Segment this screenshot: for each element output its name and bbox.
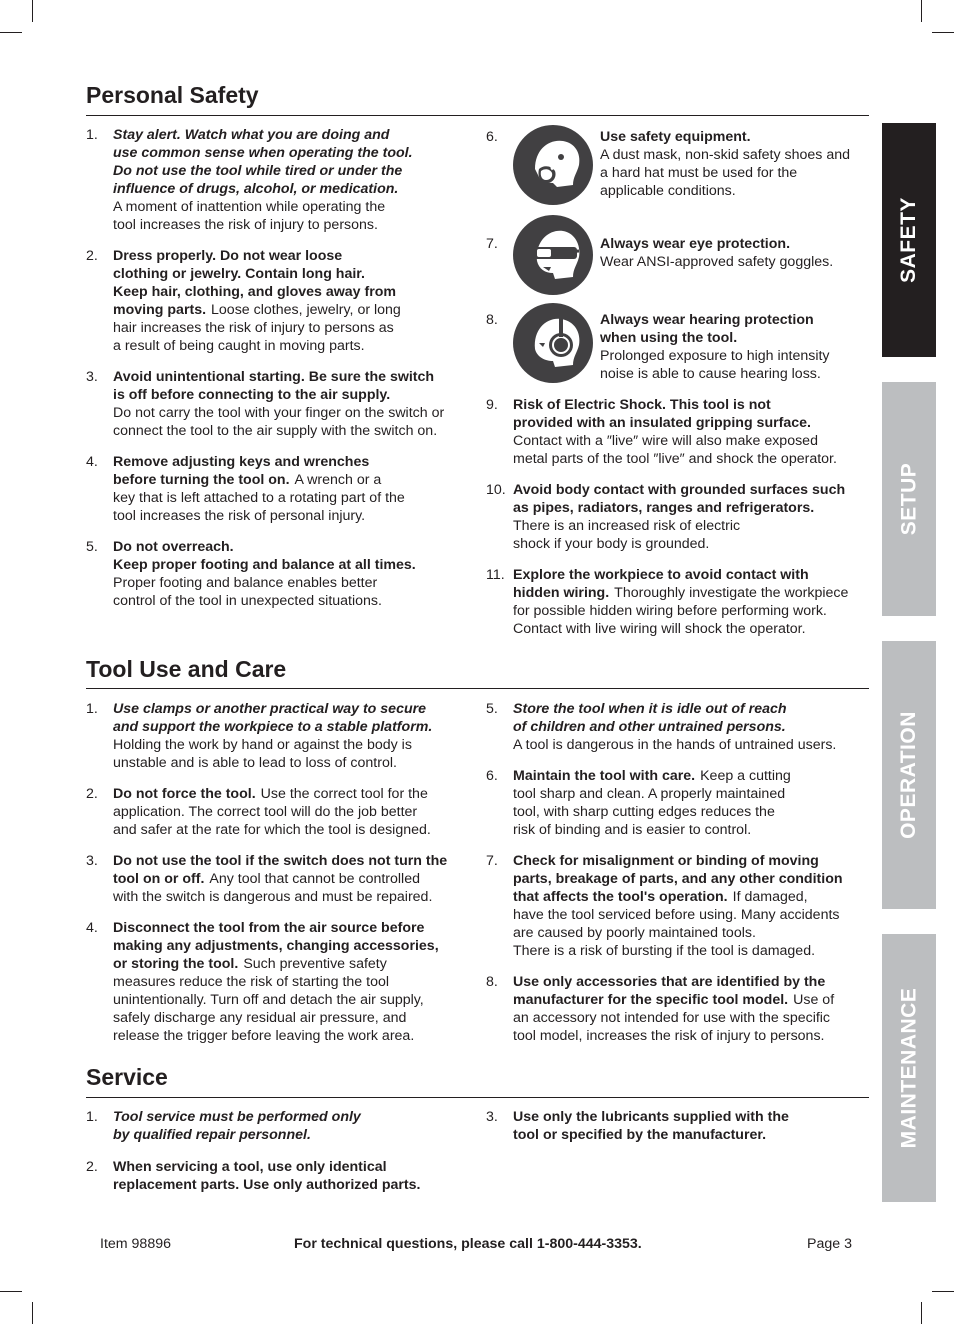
- item-number-text: Item 98896: [100, 1236, 171, 1252]
- page-number: Page 3: [807, 1236, 852, 1252]
- section-title-personal-safety: Personal Safety: [86, 82, 259, 108]
- tool-use-left-column: [86, 700, 471, 1058]
- item-heading: provided with an insulated gripping surface.: [513, 415, 811, 431]
- item-heading: Check for misalignment or binding of moving: [513, 853, 819, 869]
- list-item: [86, 852, 471, 906]
- item-line: [113, 180, 471, 198]
- item-text: [513, 396, 869, 468]
- item-body: safely discharge any residual air pressure, and: [113, 1010, 407, 1026]
- item-number: 8.: [486, 312, 498, 328]
- item-heading: when using the tool.: [600, 330, 738, 346]
- item-number: 7.: [486, 236, 498, 252]
- item-heading: Keep proper footing and balance at all times.: [113, 557, 416, 573]
- crop-mark: [932, 32, 954, 33]
- item-heading: Do not overreach.: [113, 539, 234, 555]
- item-body: tool sharp and clean. A properly maintained: [513, 786, 786, 802]
- item-text: [513, 481, 869, 553]
- item-body: Do not carry the tool with your finger on the switch or: [113, 405, 445, 421]
- item-number: 10.: [486, 482, 506, 498]
- item-heading: Remove adjusting keys and wrenches: [113, 454, 370, 470]
- list-item: [486, 481, 869, 553]
- item-line: [513, 767, 869, 785]
- item-body: unstable and is able to lead to loss of control.: [113, 755, 397, 771]
- list-item: [486, 973, 869, 1045]
- item-number: 4.: [86, 454, 98, 470]
- list-item: [86, 247, 471, 355]
- item-heading: Explore the workpiece to avoid contact with: [513, 567, 809, 583]
- list-item: [86, 538, 471, 610]
- item-text: [513, 1108, 869, 1144]
- item-number: 2.: [86, 248, 98, 264]
- list-item-hearing-protection: [486, 311, 869, 393]
- list-item: [486, 566, 869, 638]
- item-body: applicable conditions.: [600, 183, 736, 199]
- tool-use-right-column: [486, 700, 869, 1058]
- service-right-column: [486, 1108, 869, 1158]
- item-text: [113, 1158, 471, 1194]
- item-heading: Always wear hearing protection: [600, 312, 814, 328]
- item-text: [113, 247, 471, 355]
- item-heading: Stay alert. Watch what you are doing and: [113, 127, 390, 143]
- item-heading: moving parts.: [113, 302, 207, 318]
- item-text: [113, 852, 471, 906]
- item-body: Loose clothes, jewelry, or long: [211, 302, 401, 318]
- item-heading: Use only the lubricants supplied with the: [513, 1109, 789, 1125]
- item-number: 1.: [86, 1109, 98, 1125]
- item-heading: of children and other untrained persons.: [513, 719, 786, 735]
- crop-mark: [32, 1302, 33, 1324]
- item-heading: before turning the tool on.: [113, 472, 290, 488]
- list-item: [86, 1108, 471, 1144]
- item-heading: parts, breakage of parts, and any other condition: [513, 871, 843, 887]
- item-line: [513, 718, 869, 736]
- item-heading: manufacturer for the specific tool model.: [513, 992, 789, 1008]
- item-heading: or storing the tool.: [113, 956, 239, 972]
- list-item: [86, 700, 471, 772]
- list-item-use-safety-equipment: [486, 128, 869, 210]
- item-text: [513, 566, 869, 638]
- item-heading: tool or specified by the manufacturer.: [513, 1127, 767, 1143]
- section-divider: [86, 688, 869, 689]
- personal-safety-left-column: [86, 126, 471, 623]
- item-heading: Tool service must be performed only: [113, 1109, 361, 1125]
- support-phone-text: For technical questions, please call 1-800-444-3353.: [294, 1236, 642, 1252]
- item-line: [113, 718, 471, 736]
- tab-maintenance[interactable]: [882, 934, 936, 1202]
- item-body: an accessory not intended for use with the specific: [513, 1010, 831, 1026]
- tab-operation[interactable]: [882, 641, 936, 909]
- item-line: [113, 870, 471, 888]
- item-heading: making any adjustments, changing accessories,: [113, 938, 439, 954]
- item-body: and safer at the rate for which the tool is designed.: [113, 822, 431, 838]
- item-body: Any tool that cannot be controlled: [209, 871, 420, 887]
- list-item: [86, 368, 471, 440]
- item-line: [513, 584, 869, 602]
- item-text: [113, 919, 471, 1045]
- item-body: Holding the work by hand or against the body is: [113, 737, 412, 753]
- item-body: Contact with a ″live″ wire will also make exposed: [513, 433, 818, 449]
- item-body: application. The correct tool will do the job better: [113, 804, 418, 820]
- item-heading: Use safety equipment.: [600, 129, 751, 145]
- item-text: [113, 785, 471, 839]
- item-text: [113, 126, 471, 234]
- item-heading: Disconnect the tool from the air source before: [113, 920, 425, 936]
- list-item: [86, 453, 471, 525]
- item-heading: Risk of Electric Shock. This tool is not: [513, 397, 771, 413]
- item-heading: Do not use the tool if the switch does not turn the: [113, 853, 448, 869]
- item-body: for possible hidden wiring before performing work.: [513, 603, 827, 619]
- item-body: Thoroughly investigate the workpiece: [614, 585, 849, 601]
- list-item: [86, 1158, 471, 1194]
- crop-mark: [921, 1302, 922, 1324]
- item-heading: use common sense when operating the tool.: [113, 145, 413, 161]
- item-heading: tool on or off.: [113, 871, 205, 887]
- item-body: are caused by poorly maintained tools.: [513, 925, 756, 941]
- item-heading: When servicing a tool, use only identical: [113, 1159, 387, 1175]
- crop-mark: [0, 32, 22, 33]
- tab-label: SETUP: [897, 462, 921, 536]
- item-number: 1.: [86, 701, 98, 717]
- item-body: Wear ANSI-approved safety goggles.: [600, 254, 834, 270]
- item-number: 5.: [486, 701, 498, 717]
- item-text: [513, 767, 869, 839]
- item-body: Such preventive safety: [243, 956, 387, 972]
- item-body: control of the tool in unexpected situations.: [113, 593, 382, 609]
- item-line: [113, 955, 471, 973]
- item-body: There is a risk of bursting if the tool is damaged.: [513, 943, 816, 959]
- item-text: [113, 1108, 471, 1144]
- item-number: 4.: [86, 920, 98, 936]
- item-body: key that is left attached to a rotating part of the: [113, 490, 405, 506]
- item-line: [113, 785, 471, 803]
- item-heading: influence of drugs, alcohol, or medication.: [113, 181, 399, 197]
- item-line: [513, 499, 869, 517]
- list-item: [486, 700, 869, 754]
- item-number: 3.: [86, 369, 98, 385]
- section-divider: [86, 115, 869, 116]
- item-heading: Avoid unintentional starting. Be sure the switch: [113, 369, 435, 385]
- item-line: [113, 471, 471, 489]
- item-body: A tool is dangerous in the hands of untrained users.: [513, 737, 837, 753]
- crop-mark: [0, 1291, 22, 1292]
- list-item: [486, 1108, 869, 1144]
- item-body: Proper footing and balance enables better: [113, 575, 378, 591]
- item-number: 9.: [486, 397, 498, 413]
- item-heading: clothing or jewelry. Contain long hair.: [113, 266, 365, 282]
- tab-label: OPERATION: [897, 711, 921, 839]
- list-item: [486, 396, 869, 468]
- section-divider: [86, 1097, 869, 1098]
- tab-setup[interactable]: [882, 382, 936, 616]
- item-text: [600, 311, 830, 383]
- list-item: [486, 767, 869, 839]
- item-number: 2.: [86, 1159, 98, 1175]
- item-number: 11.: [486, 567, 505, 583]
- list-item: [86, 785, 471, 839]
- item-text: [513, 700, 869, 754]
- tab-safety[interactable]: [882, 123, 936, 357]
- item-heading: Keep hair, clothing, and gloves away from: [113, 284, 397, 300]
- item-text: [600, 235, 833, 271]
- item-number: 6.: [486, 129, 498, 145]
- item-body: Contact with live wiring will shock the operator.: [513, 621, 806, 637]
- section-title-service: Service: [86, 1064, 168, 1090]
- item-number: 5.: [86, 539, 98, 555]
- personal-safety-right-column: [486, 396, 869, 651]
- item-heading: and support the workpiece to a stable platform.: [113, 719, 433, 735]
- crop-mark: [932, 1291, 954, 1292]
- item-text: [513, 973, 869, 1045]
- item-body: A moment of inattention while operating the: [113, 199, 386, 215]
- item-number: 1.: [86, 127, 98, 143]
- item-body: noise is able to cause hearing loss.: [600, 366, 821, 382]
- item-body: tool, with sharp cutting edges reduces the: [513, 804, 775, 820]
- item-number: 7.: [486, 853, 498, 869]
- item-line: [513, 888, 869, 906]
- list-item: [86, 126, 471, 234]
- item-body: with the switch is dangerous and must be repaired.: [113, 889, 433, 905]
- item-body: Prolonged exposure to high intensity: [600, 348, 830, 364]
- hearing-protection-icon: [513, 303, 593, 383]
- item-body: A dust mask, non-skid safety shoes and: [600, 147, 850, 163]
- item-body: Use the correct tool for the: [260, 786, 428, 802]
- item-line: [513, 991, 869, 1009]
- item-number: 3.: [86, 853, 98, 869]
- item-body: unintentionally. Turn off and detach the air supply,: [113, 992, 424, 1008]
- item-heading: by qualified repair personnel.: [113, 1127, 311, 1143]
- item-body: risk of binding and is easier to control.: [513, 822, 752, 838]
- item-body: A wrench or a: [294, 472, 382, 488]
- item-heading: Maintain the tool with care.: [513, 768, 696, 784]
- item-text: [113, 700, 471, 772]
- tab-label: SAFETY: [897, 197, 920, 283]
- item-heading: Store the tool when it is idle out of reach: [513, 701, 787, 717]
- item-body: metal parts of the tool ″live″ and shock the operator.: [513, 451, 837, 467]
- item-body: a hard hat must be used for the: [600, 165, 798, 181]
- item-text: [113, 453, 471, 525]
- safety-goggles-icon: [513, 215, 593, 295]
- item-line: [113, 386, 471, 404]
- item-body: There is an increased risk of electric: [513, 518, 741, 534]
- item-heading: that affects the tool's operation.: [513, 889, 728, 905]
- item-heading: replacement parts. Use only authorized parts.: [113, 1177, 421, 1193]
- item-heading: Always wear eye protection.: [600, 236, 791, 252]
- list-item: [86, 919, 471, 1045]
- item-number: 2.: [86, 786, 98, 802]
- item-body: hair increases the risk of injury to persons as: [113, 320, 394, 336]
- item-body: tool increases the risk of personal injury.: [113, 508, 366, 524]
- item-number: 8.: [486, 974, 498, 990]
- item-text: [113, 368, 471, 440]
- item-line: [113, 301, 471, 319]
- item-heading: Use only accessories that are identified by the: [513, 974, 826, 990]
- dust-mask-icon: [513, 125, 593, 205]
- item-line: [113, 556, 471, 574]
- item-body: Keep a cutting: [700, 768, 791, 784]
- item-heading: Avoid body contact with grounded surfaces such: [513, 482, 846, 498]
- item-heading: is off before connecting to the air supply.: [113, 387, 391, 403]
- item-line: [513, 414, 869, 432]
- item-body: Use of: [793, 992, 835, 1008]
- section-title-tool-use: Tool Use and Care: [86, 656, 287, 682]
- item-text: [513, 852, 869, 960]
- item-heading: hidden wiring.: [513, 585, 610, 601]
- item-text: [113, 538, 471, 610]
- item-body: If damaged,: [732, 889, 808, 905]
- item-heading: Do not use the tool while tired or under the: [113, 163, 403, 179]
- item-body: measures reduce the risk of starting the tool: [113, 974, 390, 990]
- list-item: [486, 852, 869, 960]
- item-body: release the trigger before leaving the work area.: [113, 1028, 415, 1044]
- item-body: have the tool serviced before using. Many accidents: [513, 907, 840, 923]
- item-body: tool model, increases the risk of injury to persons.: [513, 1028, 825, 1044]
- item-heading: Dress properly. Do not wear loose: [113, 248, 343, 264]
- tab-label: MAINTENANCE: [897, 987, 921, 1149]
- crop-mark: [921, 0, 922, 22]
- item-text: [600, 128, 850, 200]
- crop-mark: [32, 0, 33, 22]
- item-number: 6.: [486, 768, 498, 784]
- item-heading: as pipes, radiators, ranges and refrigerators.: [513, 500, 815, 516]
- item-number: 3.: [486, 1109, 498, 1125]
- service-left-column: [86, 1108, 471, 1208]
- item-body: shock if your body is grounded.: [513, 536, 710, 552]
- item-heading: Use clamps or another practical way to secure: [113, 701, 427, 717]
- item-body: tool increases the risk of injury to persons.: [113, 217, 378, 233]
- item-body: a result of being caught in moving parts.: [113, 338, 365, 354]
- item-body: connect the tool to the air supply with the switch on.: [113, 423, 438, 439]
- item-heading: Do not force the tool.: [113, 786, 256, 802]
